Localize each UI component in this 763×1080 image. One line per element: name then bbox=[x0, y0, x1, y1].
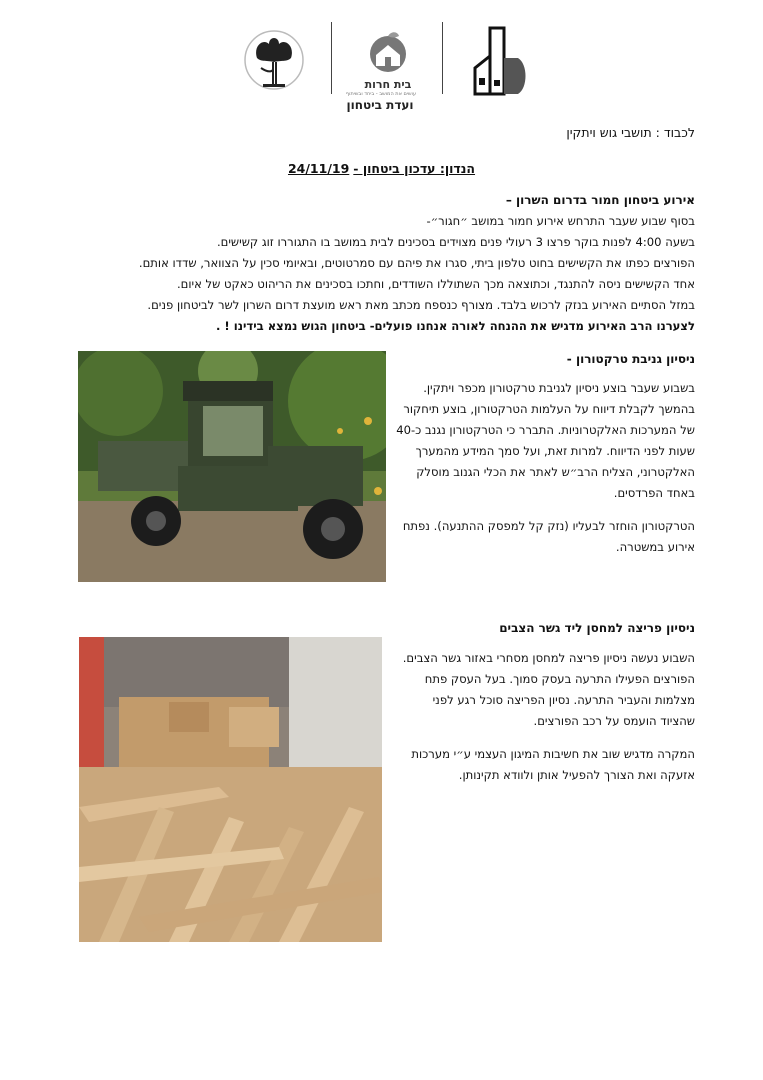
incident1-line: הפורצים כפתו את הקשישים בחוט טלפון ביתי, סגרו את פיהם עם סמרטוטים, ובאיומי סכין על הצוואר, שדדו אותם. bbox=[138, 256, 695, 270]
house-security-logo bbox=[472, 24, 528, 96]
incident3-paragraph: השבוע נעשה ניסיון פריצה למחסן מסחרי באזור גשר הצבים. הפורצים הפעילו התרעה בעסק סמוך. בעל העסק פתח מצלמות והעביר התרעה. נסיון הפריצה סוכל רגע לפני שהציוד הועמס על רכב הפורצים. bbox=[402, 651, 695, 728]
beit-herut-logo bbox=[345, 28, 416, 97]
incident1-line: בסוף שבוע שעבר התרחש אירוע חמור במושב ״חגור״- bbox=[426, 214, 695, 228]
subject-prefix: הנדון: עדכון ביטחון - bbox=[353, 161, 476, 176]
incident3-paragraph: המקרה מדגיש שוב את חשיבות המיגון העצמי ע״י מערכות אזעקה ואת הצורך להפעיל אותן ולוודא תקינותן. bbox=[411, 747, 695, 782]
incident2-paragraph: בשבוע שעבר בוצע ניסיון לגניבת טרקטורון מכפר ויתקין. בהמשך לקבלת דיווח על העלמות הטרקטורון, בוצע תיחקור של המערכות האלקטרוניות. התברר כי הטרקטורון נגנב כ-40 שעות לפני הדיווח. למרות זאת, ועל סמך המידע מהמערך האלקטרוני, הצליח הרב״ש לאתר את הכלי הגנוב מוסלק באחד הפרדסים. bbox=[396, 381, 695, 500]
addressee: לכבוד : תושבי גוש ויתקין bbox=[566, 125, 695, 140]
logo-org-name: בית חרות bbox=[364, 78, 412, 91]
incident1-line: במזל הסתיים האירוע בנזק לרכוש בלבד. מצורף כנספח מכתב מאת ראש מועצת דרום השרון לשר לביטחון פנים. bbox=[147, 298, 695, 312]
orange-house-icon bbox=[368, 28, 408, 74]
incident2-title: ניסיון גניבת טרקטורון - bbox=[566, 352, 695, 366]
incident1-title: אירוע ביטחון חמור בדרום השרון – bbox=[505, 193, 695, 207]
incident2-paragraph: הטרקטורון הוחזר לבעליו (נזק קל למפסק ההתנעה). נפתח אירוע במשטרה. bbox=[402, 519, 695, 554]
logo-org-subtitle: עושים את המושב - ביחד ובשיתוף bbox=[345, 91, 416, 97]
incident1-closing: לצערנו הרב האירוע מדגיש את ההנחה לאורה אנחנו פועלים- ביטחון הגוש נמצא בידינו ! . bbox=[215, 319, 695, 333]
subject-date: 24/11/19 bbox=[287, 161, 350, 176]
flower-emblem-logo bbox=[243, 28, 305, 94]
warehouse-cardboard-photo bbox=[79, 637, 382, 942]
atv-in-orchard-photo bbox=[78, 351, 386, 582]
security-committee-label: ועדת ביטחון bbox=[346, 98, 414, 112]
incident3-title: ניסיון פריצה למחסן ליד גשר הצבים bbox=[499, 621, 695, 635]
incident1-line: אחד הקשישים ניסה להתנגד, וכתוצאה מכך השתוללו השודדים, וחתכו בסכינים את הריהוט כאקט של איום. bbox=[176, 277, 695, 291]
incident3-body bbox=[395, 648, 695, 798]
incident1-line: בשעה 4:00 לפנות בוקר פרצו 3 רעולי פנים מצוידים בסכינים לבית במושב בו התגוררו זוג קשישים. bbox=[216, 235, 695, 249]
incident2-body bbox=[395, 378, 695, 570]
subject-line bbox=[0, 161, 763, 176]
